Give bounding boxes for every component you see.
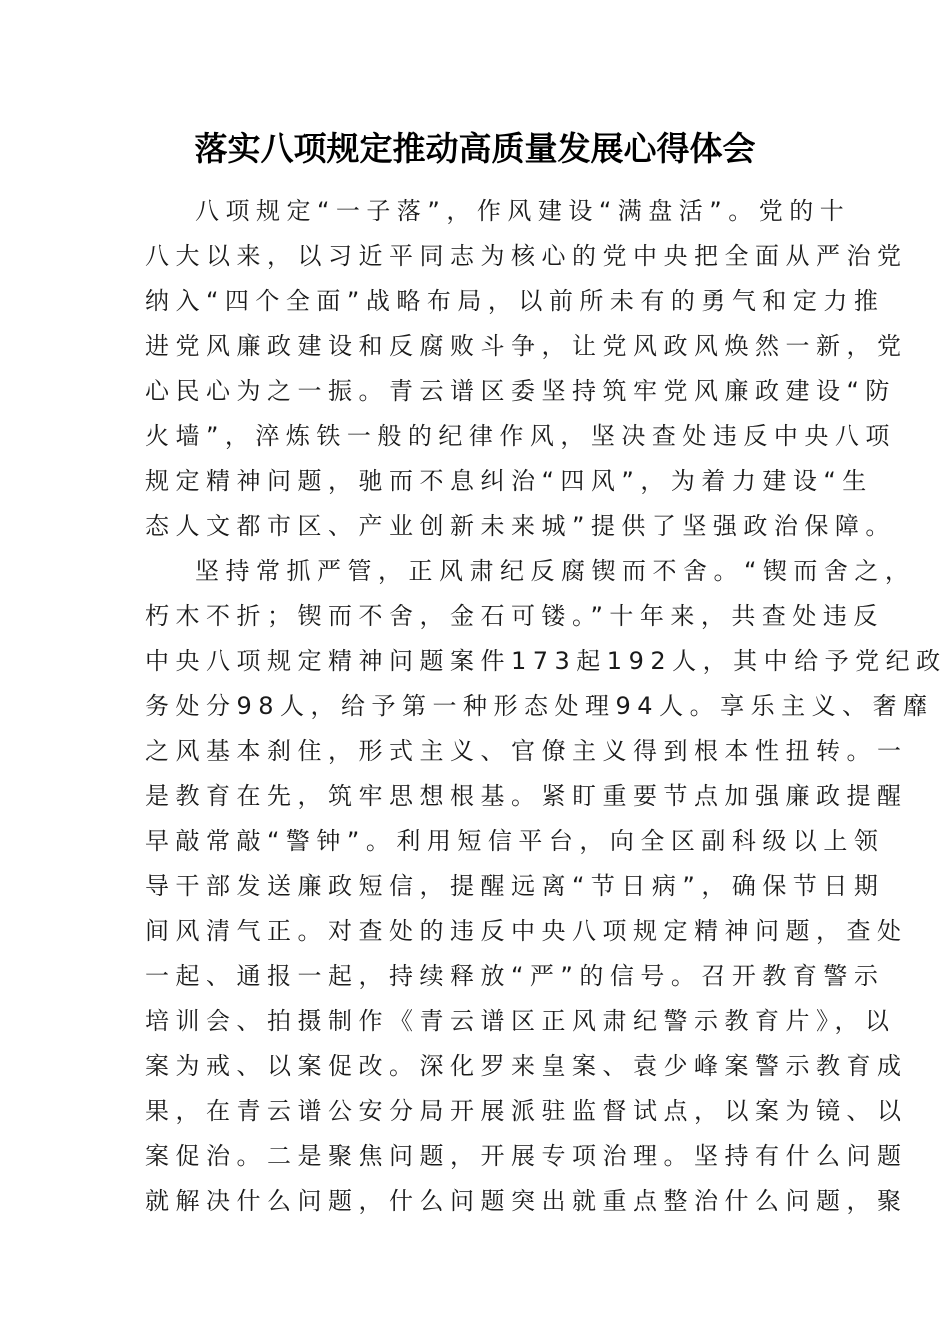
document-title: 落实八项规定推动高质量发展心得体会 bbox=[194, 129, 756, 168]
paragraph-2-line: 间风清气正。对查处的违反中央八项规定精神问题，查处 bbox=[145, 917, 908, 945]
paragraph-1-line: 规定精神问题，驰而不息纠治“四风”，为着力建设“生 bbox=[145, 467, 873, 495]
paragraph-2-line: 中央八项规定精神问题案件173起192人，其中给予党纪政 bbox=[145, 647, 947, 675]
paragraph-2-line: 朽木不折；锲而不舍，金石可镂。”十年来，共查处违反 bbox=[145, 602, 884, 630]
paragraph-2-line: 是教育在先，筑牢思想根基。紧盯重要节点加强廉政提醒 bbox=[145, 782, 908, 810]
paragraph-2-line: 果，在青云谱公安分局开展派驻监督试点，以案为镜、以 bbox=[145, 1097, 908, 1125]
paragraph-1-line: 进党风廉政建设和反腐败斗争，让党风政风焕然一新，党 bbox=[145, 332, 908, 360]
document-body bbox=[145, 189, 947, 1224]
paragraph-1-line: 心民心为之一振。青云谱区委坚持筑牢党风廉政建设“防 bbox=[145, 377, 896, 405]
paragraph-2-line: 案促治。二是聚焦问题，开展专项治理。坚持有什么问题 bbox=[145, 1142, 908, 1170]
paragraph-1-line: 火墙”，淬炼铁一般的纪律作风，坚决查处违反中央八项 bbox=[145, 422, 896, 450]
paragraph-2-line: 导干部发送廉政短信，提醒远离“节日病”，确保节日期 bbox=[145, 872, 885, 900]
paragraph-2-line: 早敲常敲“警钟”。利用短信平台，向全区副科级以上领 bbox=[145, 827, 885, 855]
paragraph-1-line: 八大以来，以习近平同志为核心的党中央把全面从严治党 bbox=[145, 242, 908, 270]
paragraph-2-line: 培训会、拍摄制作《青云谱区正风肃纪警示教育片》，以 bbox=[145, 1007, 896, 1035]
paragraph-1-line: 八项规定“一子落”，作风建设“满盘活”。党的十 bbox=[195, 197, 851, 225]
paragraph-2-line: 一起、通报一起，持续释放“严”的信号。召开教育警示 bbox=[145, 962, 885, 990]
paragraph-2-line: 就解决什么问题，什么问题突出就重点整治什么问题，聚 bbox=[145, 1187, 908, 1215]
paragraph-2-line: 坚持常抓严管，正风肃纪反腐锲而不舍。“锲而舍之， bbox=[195, 557, 916, 585]
paragraph-1-line: 态人文都市区、产业创新未来城”提供了坚强政治保障。 bbox=[145, 512, 896, 540]
paragraph-1-line: 纳入“四个全面”战略布局，以前所未有的勇气和定力推 bbox=[145, 287, 885, 315]
paragraph-2-line: 务处分98人，给予第一种形态处理94人。享乐主义、奢靡 bbox=[145, 692, 934, 720]
paragraph-2-line: 之风基本刹住，形式主义、官僚主义得到根本性扭转。一 bbox=[145, 737, 908, 765]
paragraph-2-line: 案为戒、以案促改。深化罗来皇案、袁少峰案警示教育成 bbox=[145, 1052, 908, 1080]
